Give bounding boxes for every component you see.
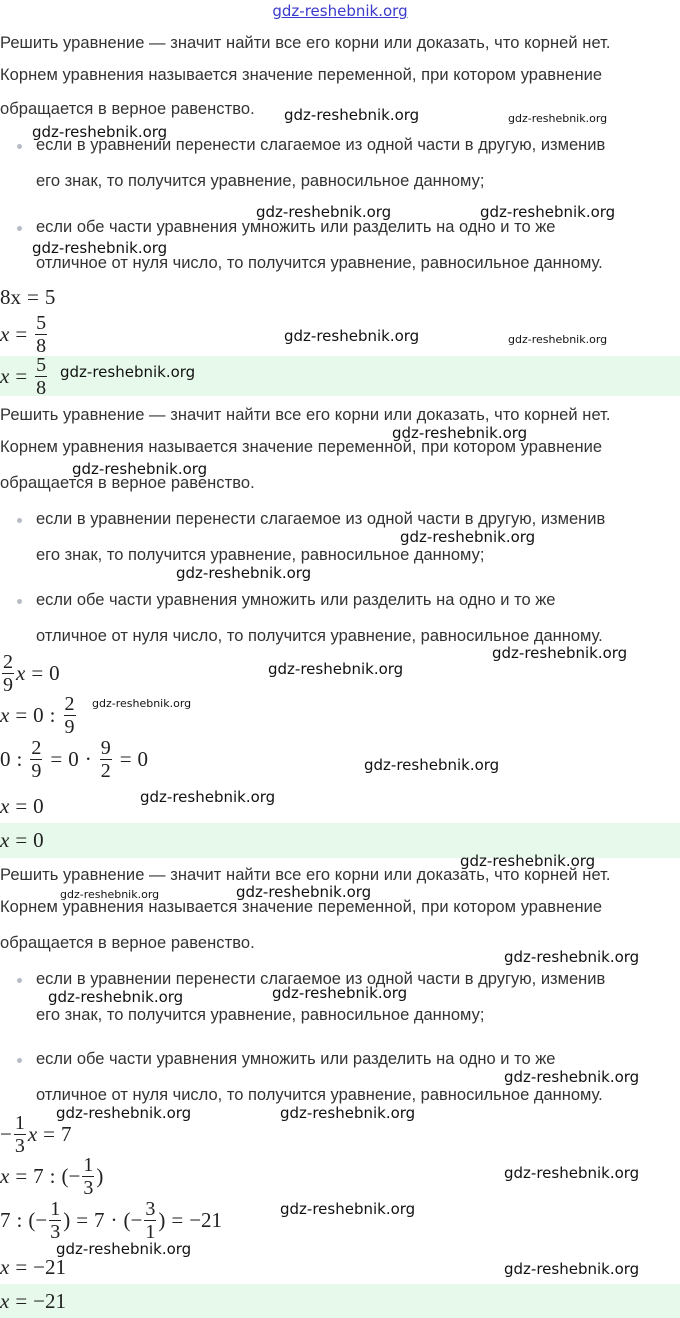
answer-line: x = −21 <box>0 1288 67 1313</box>
equation-line: 0 : $\frac{2}{9}$ = 0 · $\frac{9}{2}$ = 0 <box>0 736 149 782</box>
answer-line: x = $\frac{5}{8}$ <box>0 353 47 399</box>
equation-line: x = 0 <box>0 793 44 818</box>
watermark: gdz-reshebnik.org <box>140 788 276 806</box>
bullet-icon <box>17 144 22 149</box>
bullet-icon <box>17 599 22 604</box>
bullet-2-line-2: отличное от нуля число, то получится уравнение, равносильное данному. <box>36 1086 603 1104</box>
watermark: gdz-reshebnik.org <box>56 1240 192 1258</box>
theory-paragraph-2: Корнем уравнения называется значение переменной, при котором уравнение <box>0 66 603 84</box>
watermark: gdz-reshebnik.org <box>280 1104 416 1122</box>
bullet-2-line-1: если обе части уравнения умножить или разделить на одно и то же <box>36 591 556 609</box>
theory-paragraph-1: Решить уравнение — значит найти все его корни или доказать, что корней нет. <box>0 406 611 424</box>
watermark: gdz-reshebnik.org <box>92 697 192 710</box>
bullet-1-line-1: если в уравнении перенести слагаемое из одной части в другую, изменив <box>36 510 606 528</box>
theory-paragraph-1: Решить уравнение — значит найти все его корни или доказать, что корней нет. <box>0 866 611 884</box>
watermark: gdz-reshebnik.org <box>56 1104 192 1122</box>
watermark: gdz-reshebnik.org <box>60 363 196 381</box>
watermark: gdz-reshebnik.org <box>504 948 640 966</box>
equation-line: 7 : (− $\frac{1}{3}$ ) = 7 · (− $\frac{3}{1}$ ) = −21 <box>0 1197 223 1243</box>
watermark: gdz-reshebnik.org <box>236 883 372 901</box>
watermark: gdz-reshebnik.org <box>480 203 616 221</box>
bullet-1-line-1: если в уравнении перенести слагаемое из одной части в другую, изменив <box>36 970 606 988</box>
bullet-icon <box>17 226 22 231</box>
bullet-icon <box>17 518 22 523</box>
theory-paragraph-3: обращается в верное равенство. <box>0 100 255 118</box>
equation-line: 8x = 5 <box>0 284 56 309</box>
theory-paragraph-3: обращается в верное равенство. <box>0 934 255 952</box>
watermark: gdz-reshebnik.org <box>364 756 500 774</box>
watermark: gdz-reshebnik.org <box>72 460 208 478</box>
watermark: gdz-reshebnik.org <box>504 1164 640 1182</box>
bullet-1-line-1: если в уравнении перенести слагаемое из одной части в другую, изменив <box>36 136 606 154</box>
watermark: gdz-reshebnik.org <box>284 106 420 124</box>
watermark: gdz-reshebnik.org <box>272 984 408 1002</box>
watermark: gdz-reshebnik.org <box>504 1260 640 1278</box>
equation-line: − $\frac{1}{3}$ x = 7 <box>0 1111 72 1157</box>
equation-line: x = −21 <box>0 1254 67 1279</box>
watermark: gdz-reshebnik.org <box>284 327 420 345</box>
bullet-icon <box>17 1058 22 1063</box>
bullet-1-line-2: его знак, то получится уравнение, равносильное данному; <box>36 172 485 190</box>
answer-highlight <box>0 1284 680 1318</box>
equation-line: x = 7 : (− $\frac{1}{3}$ ) <box>0 1153 104 1199</box>
watermark: gdz-reshebnik.org <box>400 528 536 546</box>
watermark: gdz-reshebnik.org <box>392 424 528 442</box>
theory-paragraph-2: Корнем уравнения называется значение переменной, при котором уравнение <box>0 438 603 456</box>
watermark: gdz-reshebnik.org <box>508 112 608 125</box>
bullet-2-line-2: отличное от нуля число, то получится уравнение, равносильное данному. <box>36 627 603 645</box>
watermark: gdz-reshebnik.org <box>60 888 160 901</box>
theory-paragraph-3: обращается в верное равенство. <box>0 474 255 492</box>
equation-line: $\frac{2}{9}$ x = 0 <box>3 650 60 696</box>
watermark: gdz-reshebnik.org <box>504 1068 640 1086</box>
bullet-2-line-2: отличное от нуля число, то получится уравнение, равносильное данному. <box>36 254 603 272</box>
equation-line: x = $\frac{5}{8}$ <box>0 311 47 357</box>
bullet-1-line-2: его знак, то получится уравнение, равносильное данному; <box>36 1006 485 1024</box>
bullet-2-line-1: если обе части уравнения умножить или разделить на одно и то же <box>36 218 556 236</box>
theory-paragraph-1: Решить уравнение — значит найти все его корни или доказать, что корней нет. <box>0 34 611 52</box>
watermark: gdz-reshebnik.org <box>280 1200 416 1218</box>
watermark: gdz-reshebnik.org <box>176 564 312 582</box>
bullet-icon <box>17 978 22 983</box>
watermark: gdz-reshebnik.org <box>48 988 184 1006</box>
site-header-link[interactable]: gdz-reshebnik.org <box>272 2 408 20</box>
theory-paragraph-2: Корнем уравнения называется значение переменной, при котором уравнение <box>0 898 603 916</box>
answer-line: x = 0 <box>0 828 44 852</box>
watermark: gdz-reshebnik.org <box>492 644 628 662</box>
bullet-1-line-2: его знак, то получится уравнение, равносильное данному; <box>36 546 485 564</box>
watermark: gdz-reshebnik.org <box>268 660 404 678</box>
watermark: gdz-reshebnik.org <box>508 333 608 346</box>
equation-line: x = 0 : $\frac{2}{9}$ <box>0 692 75 738</box>
watermark: gdz-reshebnik.org <box>32 123 168 141</box>
watermark: gdz-reshebnik.org <box>460 852 596 870</box>
watermark: gdz-reshebnik.org <box>32 239 168 257</box>
watermark: gdz-reshebnik.org <box>256 203 392 221</box>
bullet-2-line-1: если обе части уравнения умножить или разделить на одно и то же <box>36 1050 556 1068</box>
